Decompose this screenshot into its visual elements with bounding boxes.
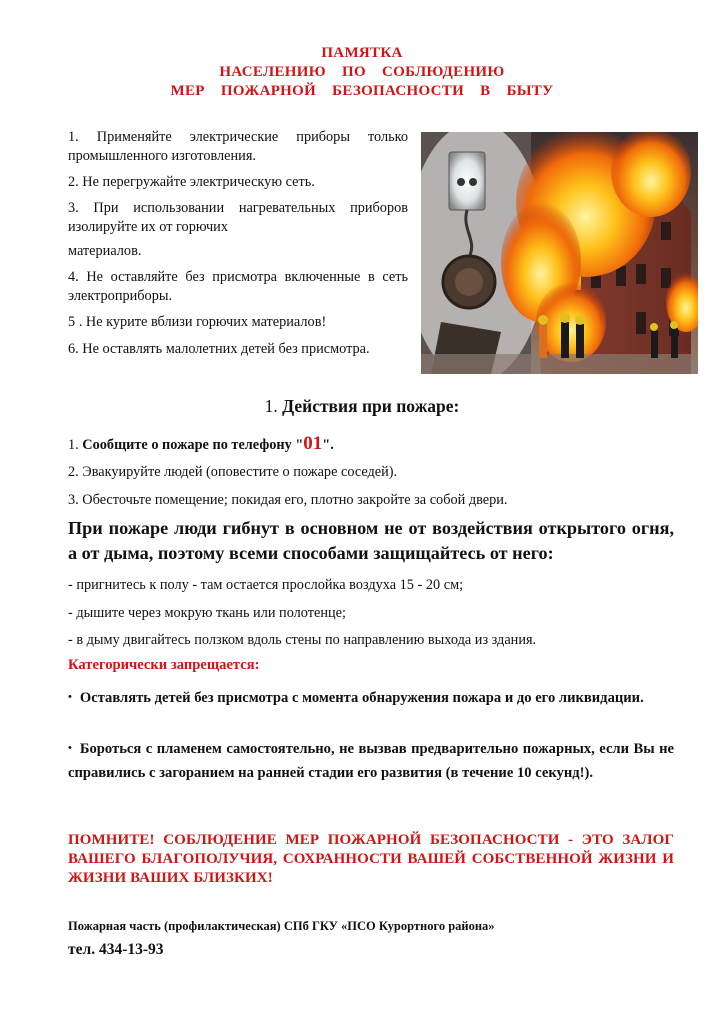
forbidden-item-2-text: Бороться с пламенем самостоятельно, не вызвав предварительно пожарных, если Вы не справились с загоранием на ранней стадии его развития (в течение 10 секунд!). [68, 741, 674, 781]
forbidden-item-2 [68, 738, 674, 785]
smoke-tip-3: - в дыму двигайтесь ползком вдоль стены по направлению выхода из здания. [68, 632, 537, 648]
step-1-prefix: 1. [68, 437, 83, 453]
title-line-3: МЕР ПОЖАРНОЙ БЕЗОПАСНОСТИ В БЫТУ [170, 83, 554, 99]
forbidden-item-1-text: Оставлять детей без присмотра с момента обнаружения пожара и до его ликвидации. [79, 690, 644, 706]
rule-6: 6. Не оставлять малолетних детей без присмотра. [68, 341, 370, 357]
smoke-warning: При пожаре люди гибнут в основном не от воздействия открытого огня, а от дыма, поэтому всеми способами защищайтесь от него: [68, 518, 674, 563]
bullet-icon: • [68, 742, 72, 754]
rule-3-continued: материалов. [68, 243, 142, 259]
leaflet-title [0, 44, 724, 101]
title-line-1: ПАМЯТКА [321, 45, 403, 61]
smoke-tip-2: - дышите через мокрую ткань или полотенце; [68, 605, 346, 621]
rule-5: 5 . Не курите вблизи горючих материалов! [68, 314, 327, 330]
fire-actions-heading [0, 396, 724, 417]
burning-building-image [421, 132, 698, 374]
section-title: Действия при пожаре: [282, 396, 460, 416]
smoke-tip-1: - пригнитесь к полу - там остается прослойка воздуха 15 - 20 см; [68, 577, 464, 593]
emergency-phone-number: 01 [303, 433, 323, 454]
step-1-text: Сообщите о пожаре по телефону " [82, 437, 304, 453]
safety-rules-list [68, 128, 408, 366]
fire-department-name: Пожарная часть (профилактическая) СПб ГКУ «ПСО Курортного района» [68, 919, 495, 933]
fire-illustration [421, 132, 698, 374]
forbidden-item-1 [68, 687, 674, 711]
fire-step-2: 2. Эвакуируйте людей (оповестите о пожаре соседей). [68, 464, 398, 480]
rule-2: 2. Не перегружайте электрическую сеть. [68, 174, 315, 190]
step-1-suffix: ". [322, 437, 334, 453]
section-number: 1. [264, 396, 278, 416]
title-line-2: НАСЕЛЕНИЮ ПО СОБЛЮДЕНИЮ [219, 64, 505, 80]
contact-phone: тел. 434-13-93 [68, 941, 164, 958]
remember-notice: ПОМНИТЕ! СОБЛЮДЕНИЕ МЕР ПОЖАРНОЙ БЕЗОПАСНОСТИ - ЭТО ЗАЛОГ ВАШЕГО БЛАГОПОЛУЧИЯ, СОХРАННОСТИ ВАШЕЙ СОБСТВЕННОЙ ЖИЗНИ И ЖИЗНИ ВАШИХ БЛИЗКИХ! [68, 832, 674, 886]
rule-4: 4. Не оставляйте без присмотра включенные в сеть электроприборы. [68, 269, 408, 304]
fire-step-3: 3. Обесточьте помещение; покидая его, плотно закройте за собой двери. [68, 492, 508, 508]
fire-step-1 [68, 434, 674, 455]
rule-1: 1. Применяйте электрические приборы только промышленного изготовления. [68, 129, 408, 164]
bullet-icon: • [68, 691, 72, 703]
forbidden-heading: Категорически запрещается: [68, 657, 260, 673]
rule-3: 3. При использовании нагревательных приборов изолируйте их от горючих [68, 200, 408, 235]
